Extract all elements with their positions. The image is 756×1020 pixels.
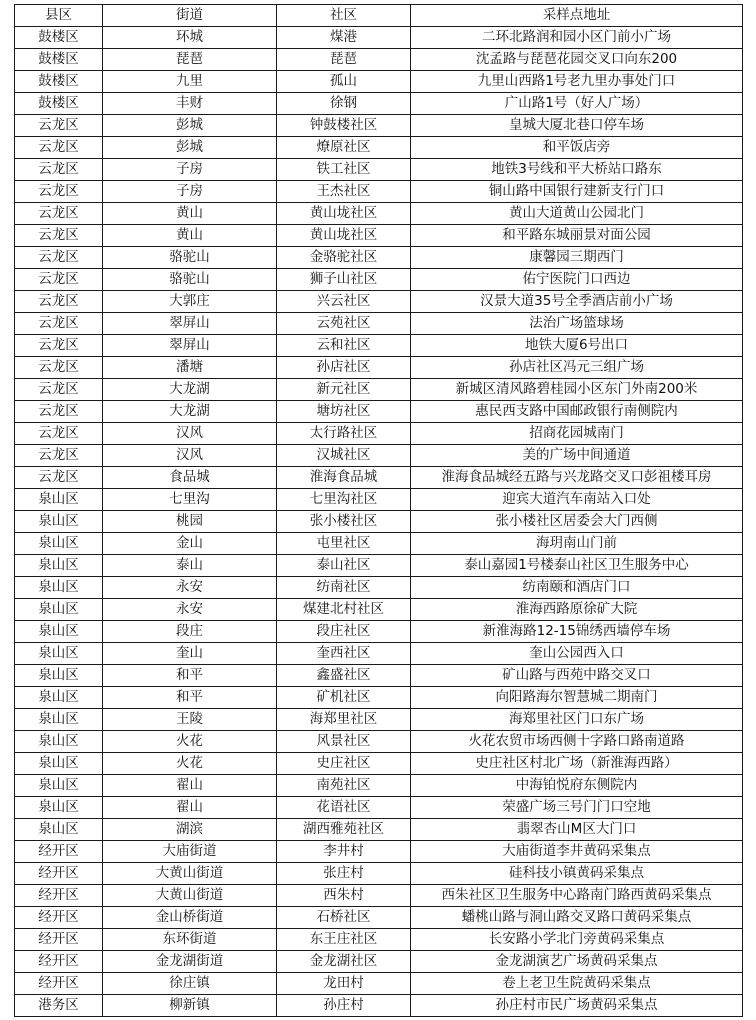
cell-address: 康馨园三期西门	[411, 247, 743, 269]
table-row	[15, 225, 743, 247]
cell-district: 经开区	[15, 973, 103, 995]
cell-address: 史庄社区村北广场（新淮海西路）	[411, 753, 743, 775]
cell-community: 汉城社区	[277, 445, 411, 467]
table-row	[15, 907, 743, 929]
table-row	[15, 731, 743, 753]
cell-district: 云龙区	[15, 181, 103, 203]
cell-district: 泉山区	[15, 643, 103, 665]
cell-address: 翡翠杏山M区大门口	[411, 819, 743, 841]
cell-address: 向阳路海尔智慧城二期南门	[411, 687, 743, 709]
table-row	[15, 467, 743, 489]
header-street: 街道	[103, 5, 277, 27]
cell-address: 火花农贸市场西侧十字路口路南道路	[411, 731, 743, 753]
cell-address: 金龙湖演艺广场黄码采集点	[411, 951, 743, 973]
table-row	[15, 247, 743, 269]
table-body	[15, 27, 743, 1017]
cell-address: 黄山大道黄山公园北门	[411, 203, 743, 225]
cell-address: 二环北路润和园小区门前小广场	[411, 27, 743, 49]
cell-street: 丰财	[103, 93, 277, 115]
table-row	[15, 929, 743, 951]
cell-street: 和平	[103, 687, 277, 709]
cell-address: 法治广场篮球场	[411, 313, 743, 335]
cell-address: 新淮海路12-15锦绣西墙停车场	[411, 621, 743, 643]
cell-community: 徐钢	[277, 93, 411, 115]
cell-district: 泉山区	[15, 599, 103, 621]
cell-community: 史庄社区	[277, 753, 411, 775]
table-row	[15, 863, 743, 885]
table-row	[15, 115, 743, 137]
cell-street: 大庙街道	[103, 841, 277, 863]
table-row	[15, 995, 743, 1017]
cell-street: 骆驼山	[103, 269, 277, 291]
cell-district: 泉山区	[15, 753, 103, 775]
cell-street: 奎山	[103, 643, 277, 665]
cell-street: 潘塘	[103, 357, 277, 379]
cell-district: 云龙区	[15, 467, 103, 489]
cell-district: 经开区	[15, 863, 103, 885]
cell-address: 广山路1号（好人广场）	[411, 93, 743, 115]
cell-address: 铜山路中国银行建新支行门口	[411, 181, 743, 203]
cell-street: 大黄山街道	[103, 885, 277, 907]
cell-community: 煤建北村社区	[277, 599, 411, 621]
cell-address: 汉景大道35号全季酒店前小广场	[411, 291, 743, 313]
cell-community: 云和社区	[277, 335, 411, 357]
cell-district: 云龙区	[15, 137, 103, 159]
cell-street: 王陵	[103, 709, 277, 731]
cell-district: 泉山区	[15, 511, 103, 533]
cell-address: 纺南颐和酒店门口	[411, 577, 743, 599]
cell-community: 钟鼓楼社区	[277, 115, 411, 137]
table-row	[15, 203, 743, 225]
cell-community: 塘坊社区	[277, 401, 411, 423]
table-row	[15, 401, 743, 423]
table-row	[15, 533, 743, 555]
cell-community: 王杰社区	[277, 181, 411, 203]
table-row	[15, 489, 743, 511]
cell-community: 金龙湖社区	[277, 951, 411, 973]
cell-community: 东王庄社区	[277, 929, 411, 951]
cell-address: 海玥南山门前	[411, 533, 743, 555]
cell-address: 淮海食品城经五路与兴龙路交叉口彭祖楼耳房	[411, 467, 743, 489]
table-row	[15, 27, 743, 49]
cell-street: 东环街道	[103, 929, 277, 951]
table-row	[15, 71, 743, 93]
cell-community: 湖西雅苑社区	[277, 819, 411, 841]
table-row	[15, 819, 743, 841]
cell-district: 经开区	[15, 951, 103, 973]
cell-district: 泉山区	[15, 819, 103, 841]
cell-street: 泰山	[103, 555, 277, 577]
cell-street: 汉风	[103, 423, 277, 445]
cell-street: 徐庄镇	[103, 973, 277, 995]
cell-address: 招商花园城南门	[411, 423, 743, 445]
cell-district: 鼓楼区	[15, 49, 103, 71]
cell-district: 云龙区	[15, 313, 103, 335]
cell-community: 纺南社区	[277, 577, 411, 599]
table-row	[15, 973, 743, 995]
cell-street: 和平	[103, 665, 277, 687]
table-row	[15, 709, 743, 731]
cell-district: 云龙区	[15, 269, 103, 291]
cell-street: 段庄	[103, 621, 277, 643]
cell-community: 淮海食品城	[277, 467, 411, 489]
cell-community: 燎原社区	[277, 137, 411, 159]
table-row	[15, 775, 743, 797]
cell-community: 南苑社区	[277, 775, 411, 797]
cell-street: 食品城	[103, 467, 277, 489]
table-header-row	[15, 5, 743, 27]
cell-street: 永安	[103, 599, 277, 621]
cell-address: 和平路东城丽景对面公园	[411, 225, 743, 247]
cell-community: 铁工社区	[277, 159, 411, 181]
cell-address: 迎宾大道汽车南站入口处	[411, 489, 743, 511]
cell-district: 云龙区	[15, 445, 103, 467]
cell-community: 孤山	[277, 71, 411, 93]
cell-district: 泉山区	[15, 687, 103, 709]
cell-district: 经开区	[15, 907, 103, 929]
cell-district: 云龙区	[15, 423, 103, 445]
cell-community: 煤港	[277, 27, 411, 49]
cell-district: 经开区	[15, 841, 103, 863]
header-district: 县区	[15, 5, 103, 27]
cell-district: 云龙区	[15, 247, 103, 269]
cell-address: 中海铂悦府东侧院内	[411, 775, 743, 797]
cell-district: 云龙区	[15, 225, 103, 247]
cell-community: 鑫盛社区	[277, 665, 411, 687]
sampling-site-table	[14, 4, 743, 1017]
cell-address: 大庙街道李井黄码采集点	[411, 841, 743, 863]
cell-address: 海郑里社区门口东广场	[411, 709, 743, 731]
table-row	[15, 687, 743, 709]
cell-community: 矿机社区	[277, 687, 411, 709]
cell-street: 永安	[103, 577, 277, 599]
cell-address: 蟠桃山路与洞山路交叉路口黄码采集点	[411, 907, 743, 929]
cell-address: 长安路小学北门旁黄码采集点	[411, 929, 743, 951]
cell-community: 七里沟社区	[277, 489, 411, 511]
cell-address: 矿山路与西苑中路交叉口	[411, 665, 743, 687]
cell-district: 鼓楼区	[15, 93, 103, 115]
cell-community: 黄山垅社区	[277, 225, 411, 247]
cell-street: 黄山	[103, 203, 277, 225]
cell-district: 经开区	[15, 929, 103, 951]
cell-district: 鼓楼区	[15, 27, 103, 49]
cell-street: 琵琶	[103, 49, 277, 71]
cell-street: 彭城	[103, 115, 277, 137]
cell-address: 孙店社区冯元三组广场	[411, 357, 743, 379]
cell-community: 金骆驼社区	[277, 247, 411, 269]
cell-district: 泉山区	[15, 709, 103, 731]
cell-community: 张庄村	[277, 863, 411, 885]
cell-address: 惠民西支路中国邮政银行南侧院内	[411, 401, 743, 423]
cell-community: 泰山社区	[277, 555, 411, 577]
cell-district: 云龙区	[15, 335, 103, 357]
table-row	[15, 797, 743, 819]
cell-district: 泉山区	[15, 555, 103, 577]
cell-street: 七里沟	[103, 489, 277, 511]
table-row	[15, 951, 743, 973]
table-row	[15, 753, 743, 775]
table-row	[15, 93, 743, 115]
table-row	[15, 643, 743, 665]
table-row	[15, 181, 743, 203]
cell-address: 和平饭店旁	[411, 137, 743, 159]
cell-street: 大龙湖	[103, 379, 277, 401]
cell-street: 翠屏山	[103, 313, 277, 335]
table-row	[15, 841, 743, 863]
cell-address: 卷上老卫生院黄码采集点	[411, 973, 743, 995]
cell-street: 黄山	[103, 225, 277, 247]
table-row	[15, 599, 743, 621]
cell-district: 经开区	[15, 885, 103, 907]
cell-address: 荣盛广场三号门门口空地	[411, 797, 743, 819]
cell-community: 花语社区	[277, 797, 411, 819]
cell-community: 李井村	[277, 841, 411, 863]
cell-street: 骆驼山	[103, 247, 277, 269]
table-row	[15, 313, 743, 335]
table-row	[15, 137, 743, 159]
cell-street: 彭城	[103, 137, 277, 159]
cell-district: 泉山区	[15, 533, 103, 555]
cell-street: 大黄山街道	[103, 863, 277, 885]
cell-address: 西朱社区卫生服务中心路南门路西黄码采集点	[411, 885, 743, 907]
sampling-site-table-sheet	[14, 4, 742, 1017]
table-row	[15, 621, 743, 643]
cell-district: 鼓楼区	[15, 71, 103, 93]
cell-street: 翠屏山	[103, 335, 277, 357]
header-address: 采样点地址	[411, 5, 743, 27]
cell-street: 金龙湖街道	[103, 951, 277, 973]
cell-district: 云龙区	[15, 379, 103, 401]
cell-district: 泉山区	[15, 731, 103, 753]
cell-address: 美的广场中间通道	[411, 445, 743, 467]
cell-street: 子房	[103, 159, 277, 181]
cell-district: 泉山区	[15, 577, 103, 599]
table-row	[15, 885, 743, 907]
cell-community: 张小楼社区	[277, 511, 411, 533]
cell-street: 翟山	[103, 797, 277, 819]
cell-district: 云龙区	[15, 291, 103, 313]
table-row	[15, 511, 743, 533]
table-row	[15, 357, 743, 379]
cell-street: 汉风	[103, 445, 277, 467]
cell-community: 新元社区	[277, 379, 411, 401]
cell-district: 云龙区	[15, 159, 103, 181]
cell-street: 桃园	[103, 511, 277, 533]
cell-community: 云苑社区	[277, 313, 411, 335]
cell-community: 太行路社区	[277, 423, 411, 445]
cell-address: 佑宁医院门口西边	[411, 269, 743, 291]
table-row	[15, 577, 743, 599]
table-row	[15, 555, 743, 577]
table-row	[15, 335, 743, 357]
cell-community: 兴云社区	[277, 291, 411, 313]
cell-address: 九里山西路1号老九里办事处门口	[411, 71, 743, 93]
cell-community: 风景社区	[277, 731, 411, 753]
cell-street: 大龙湖	[103, 401, 277, 423]
cell-district: 云龙区	[15, 203, 103, 225]
cell-street: 九里	[103, 71, 277, 93]
cell-community: 段庄社区	[277, 621, 411, 643]
cell-address: 张小楼社区居委会大门西侧	[411, 511, 743, 533]
cell-street: 翟山	[103, 775, 277, 797]
cell-district: 泉山区	[15, 775, 103, 797]
cell-street: 大郭庄	[103, 291, 277, 313]
cell-community: 西朱村	[277, 885, 411, 907]
cell-district: 泉山区	[15, 489, 103, 511]
cell-community: 奎西社区	[277, 643, 411, 665]
table-row	[15, 445, 743, 467]
cell-address: 沈孟路与琵琶花园交叉口向东200	[411, 49, 743, 71]
cell-district: 云龙区	[15, 357, 103, 379]
cell-street: 环城	[103, 27, 277, 49]
cell-community: 孙店社区	[277, 357, 411, 379]
cell-street: 火花	[103, 753, 277, 775]
cell-district: 云龙区	[15, 401, 103, 423]
cell-street: 柳新镇	[103, 995, 277, 1017]
table-row	[15, 379, 743, 401]
table-row	[15, 49, 743, 71]
cell-address: 硅科技小镇黄码采集点	[411, 863, 743, 885]
cell-community: 琵琶	[277, 49, 411, 71]
table-row	[15, 291, 743, 313]
cell-community: 龙田村	[277, 973, 411, 995]
cell-community: 石桥社区	[277, 907, 411, 929]
cell-community: 海郑里社区	[277, 709, 411, 731]
header-community: 社区	[277, 5, 411, 27]
cell-address: 奎山公园西入口	[411, 643, 743, 665]
cell-street: 金山	[103, 533, 277, 555]
cell-street: 子房	[103, 181, 277, 203]
cell-district: 泉山区	[15, 665, 103, 687]
cell-community: 狮子山社区	[277, 269, 411, 291]
table-row	[15, 159, 743, 181]
cell-street: 湖滨	[103, 819, 277, 841]
table-row	[15, 423, 743, 445]
table-row	[15, 665, 743, 687]
cell-address: 泰山嘉园1号楼泰山社区卫生服务中心	[411, 555, 743, 577]
cell-address: 地铁大厦6号出口	[411, 335, 743, 357]
cell-address: 孙庄村市民广场黄码采集点	[411, 995, 743, 1017]
cell-community: 黄山垅社区	[277, 203, 411, 225]
cell-address: 淮海西路原徐矿大院	[411, 599, 743, 621]
cell-address: 地铁3号线和平大桥站口路东	[411, 159, 743, 181]
cell-district: 泉山区	[15, 621, 103, 643]
cell-community: 孙庄村	[277, 995, 411, 1017]
cell-district: 云龙区	[15, 115, 103, 137]
cell-street: 金山桥街道	[103, 907, 277, 929]
table-row	[15, 269, 743, 291]
cell-address: 新城区清风路碧桂园小区东门外南200米	[411, 379, 743, 401]
cell-address: 皇城大厦北巷口停车场	[411, 115, 743, 137]
cell-district: 港务区	[15, 995, 103, 1017]
cell-street: 火花	[103, 731, 277, 753]
cell-district: 泉山区	[15, 797, 103, 819]
cell-community: 屯里社区	[277, 533, 411, 555]
